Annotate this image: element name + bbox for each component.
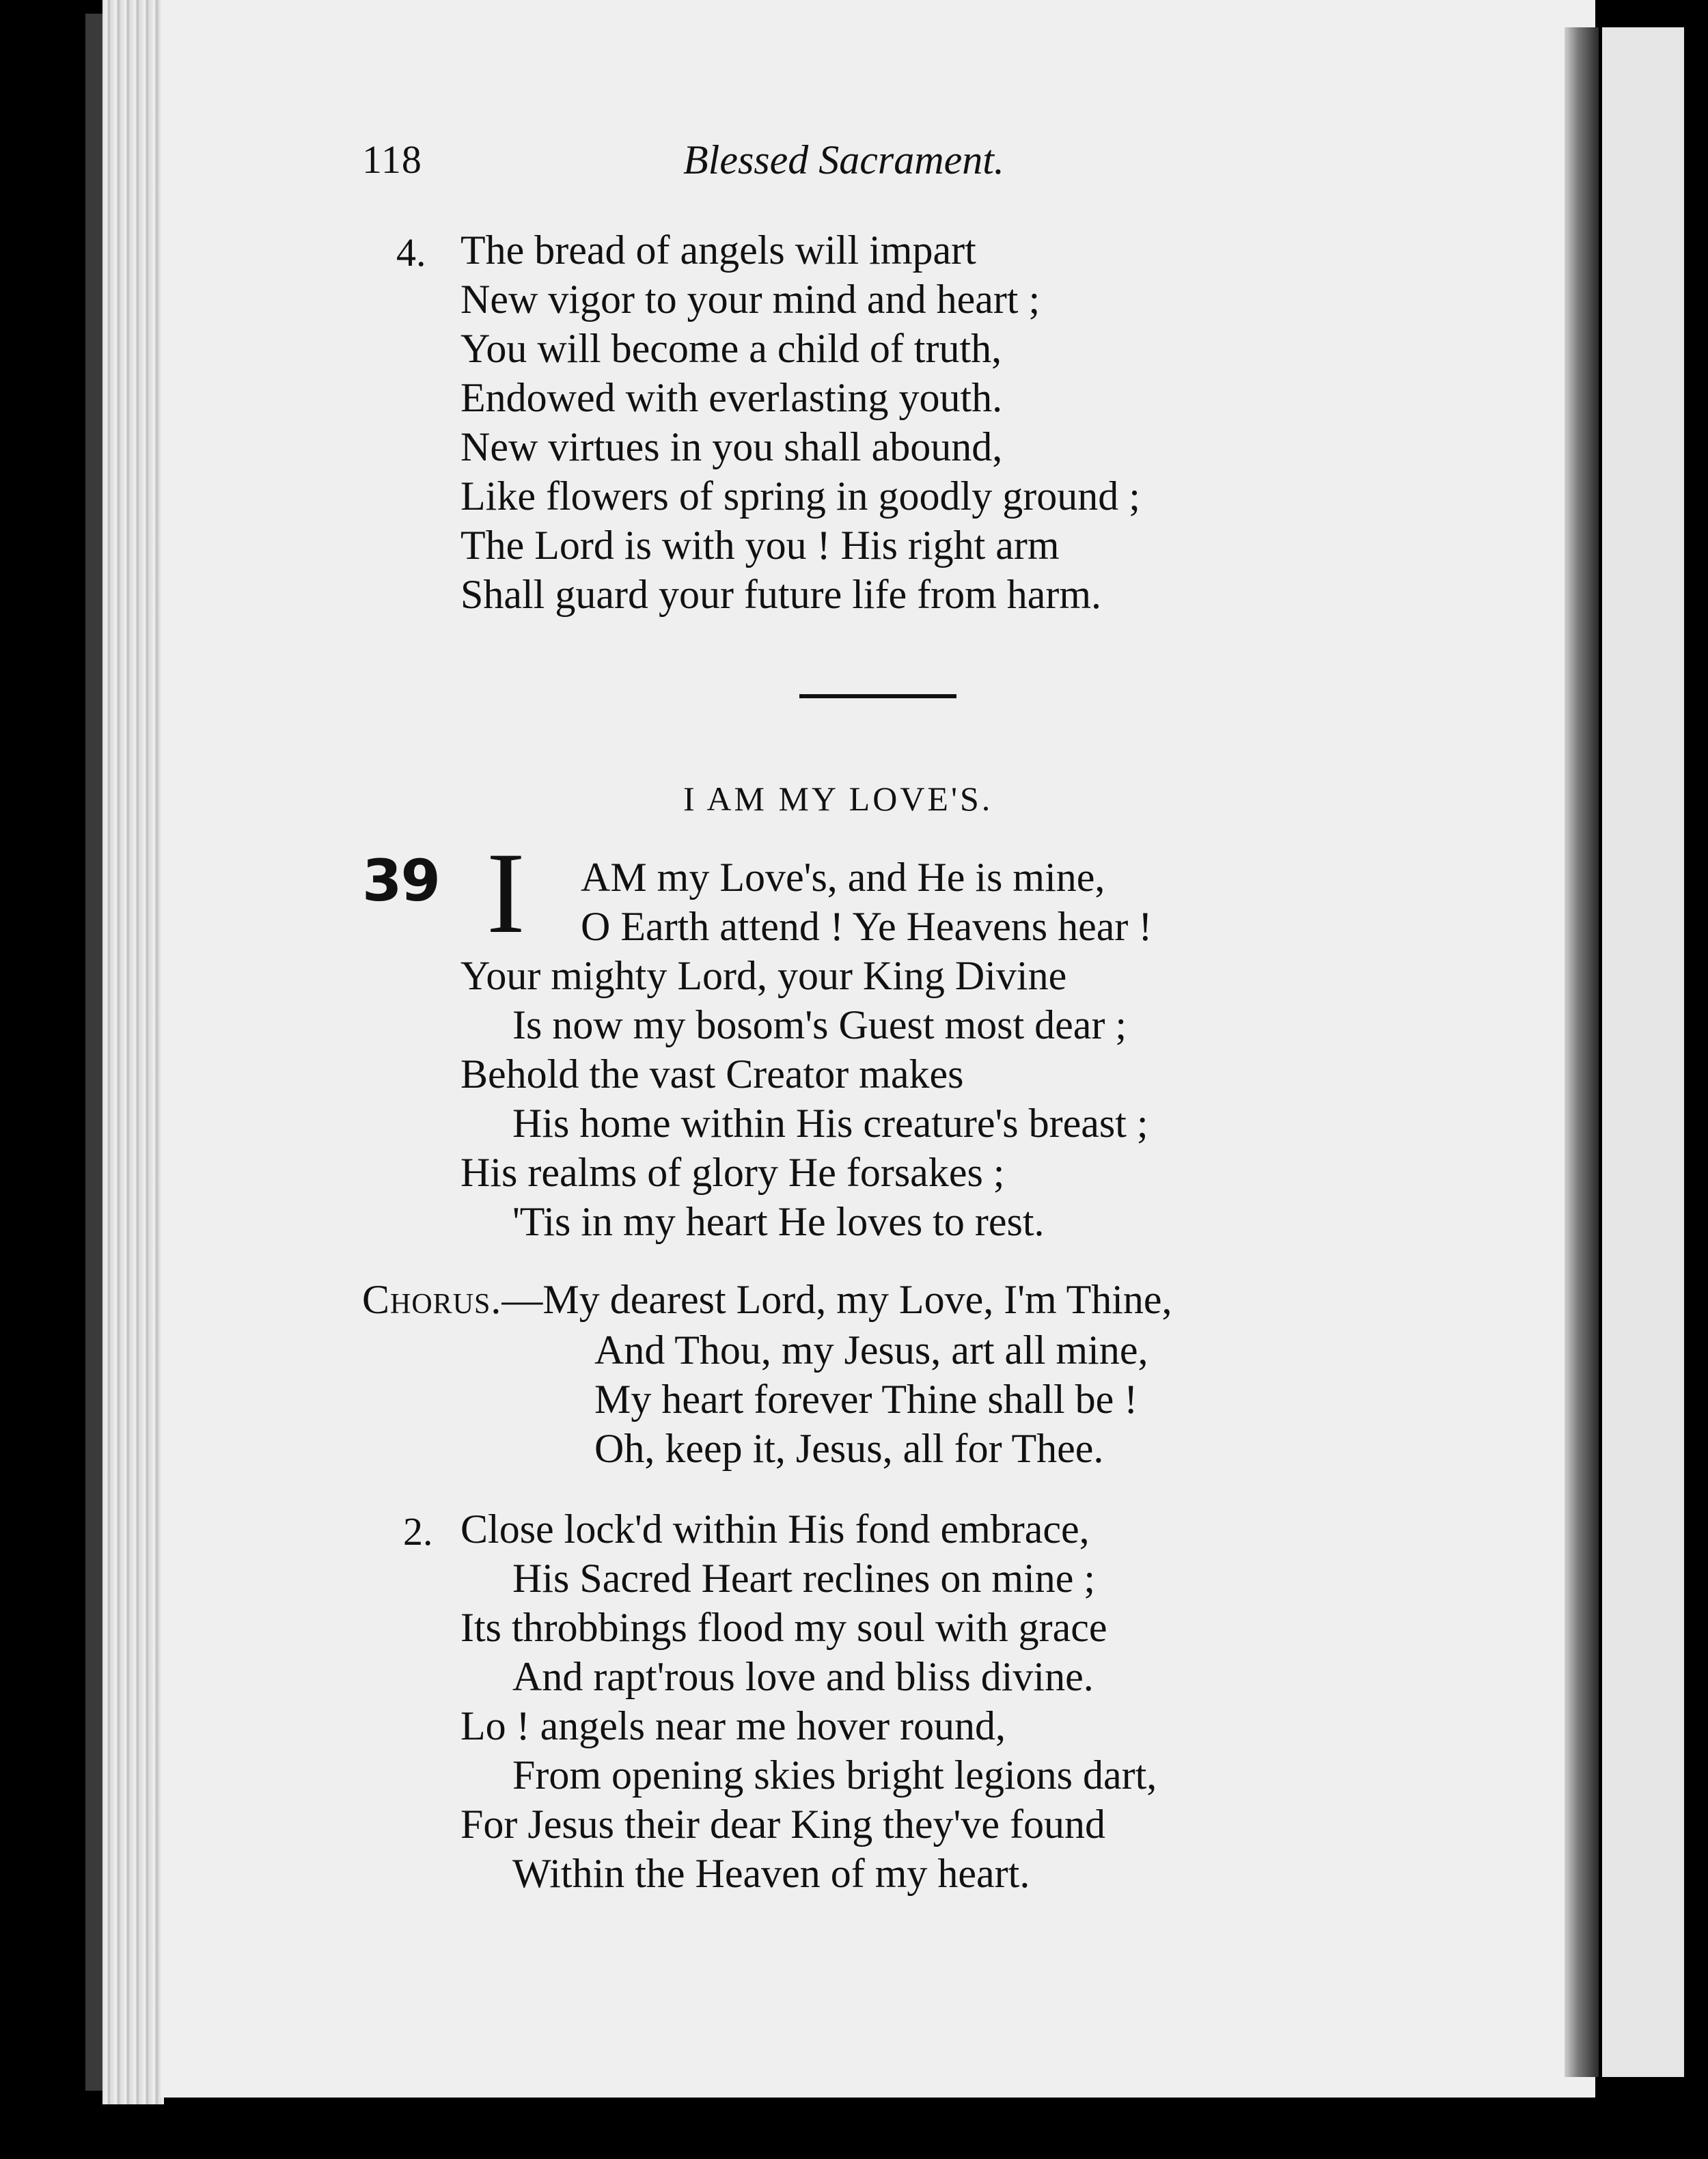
verse-line: My heart forever Thine shall be ! bbox=[594, 1377, 1138, 1422]
verse-line: The bread of angels will impart bbox=[460, 228, 976, 273]
section-divider bbox=[799, 694, 956, 698]
verse-line: O Earth attend ! Ye Heavens hear ! bbox=[581, 904, 1153, 949]
verse-line: Behold the vast Creator makes bbox=[460, 1051, 964, 1097]
hymn-number: 39 bbox=[362, 847, 439, 914]
page-number: 118 bbox=[362, 137, 422, 182]
chorus-label bbox=[362, 1276, 1172, 1323]
drop-cap: I bbox=[486, 829, 525, 957]
verse-1 bbox=[460, 951, 1148, 1246]
binding-gutter bbox=[1565, 27, 1599, 2077]
verse-line: 'Tis in my heart He loves to rest. bbox=[512, 1199, 1045, 1244]
verse-line: Like flowers of spring in goodly ground ; bbox=[460, 473, 1140, 519]
verse-line: Shall guard your future life from harm. bbox=[460, 572, 1102, 617]
verse-line: Endowed with everlasting youth. bbox=[460, 375, 1003, 420]
verse-line: Your mighty Lord, your King Divine bbox=[460, 953, 1067, 998]
verse-line: Is now my bosom's Guest most dear ; bbox=[512, 1002, 1127, 1047]
verse-1-opening bbox=[581, 853, 1152, 951]
verse-line: You will become a child of truth, bbox=[460, 326, 1002, 371]
page-edges bbox=[102, 0, 164, 2104]
page-header bbox=[362, 137, 1079, 191]
chorus-dash: — bbox=[501, 1277, 543, 1322]
running-head: Blessed Sacrament. bbox=[683, 137, 1004, 182]
verse-line: For Jesus their dear King they've found bbox=[460, 1802, 1105, 1847]
verse-line: New virtues in you shall abound, bbox=[460, 424, 1003, 469]
verse-line: His realms of glory He forsakes ; bbox=[460, 1150, 1005, 1195]
verse-line: My dearest Lord, my Love, I'm Thine, bbox=[542, 1277, 1172, 1322]
verse-line: And rapt'rous love and bliss divine. bbox=[512, 1654, 1094, 1699]
verse-line: From opening skies bright legions dart, bbox=[512, 1752, 1157, 1798]
verse-line: Close lock'd within His fond embrace, bbox=[460, 1507, 1090, 1552]
hymn-title: I AM MY LOVE'S. bbox=[683, 780, 993, 818]
verse-number: 4. bbox=[396, 230, 426, 275]
verse-2 bbox=[460, 1504, 1157, 1898]
verse-line: And Thou, my Jesus, art all mine, bbox=[594, 1328, 1148, 1373]
verse-line: Oh, keep it, Jesus, all for Thee. bbox=[594, 1426, 1104, 1471]
chorus bbox=[594, 1325, 1148, 1473]
facing-page-edge bbox=[1602, 27, 1684, 2077]
chorus-label-text: Chorus. bbox=[362, 1277, 502, 1322]
verse-line: New vigor to your mind and heart ; bbox=[460, 277, 1041, 322]
verse-number: 2. bbox=[403, 1509, 433, 1554]
verse-line: The Lord is with you ! His right arm bbox=[460, 523, 1060, 568]
verse-line: Its throbbings flood my soul with grace bbox=[460, 1605, 1107, 1650]
verse-line: His Sacred Heart reclines on mine ; bbox=[512, 1556, 1096, 1601]
verse-line: His home within His creature's breast ; bbox=[512, 1101, 1148, 1146]
verse-line: Within the Heaven of my heart. bbox=[512, 1851, 1030, 1896]
verse-line: AM my Love's, and He is mine, bbox=[581, 855, 1105, 900]
verse-line: Lo ! angels near me hover round, bbox=[460, 1703, 1006, 1748]
verse-4 bbox=[460, 225, 1140, 619]
